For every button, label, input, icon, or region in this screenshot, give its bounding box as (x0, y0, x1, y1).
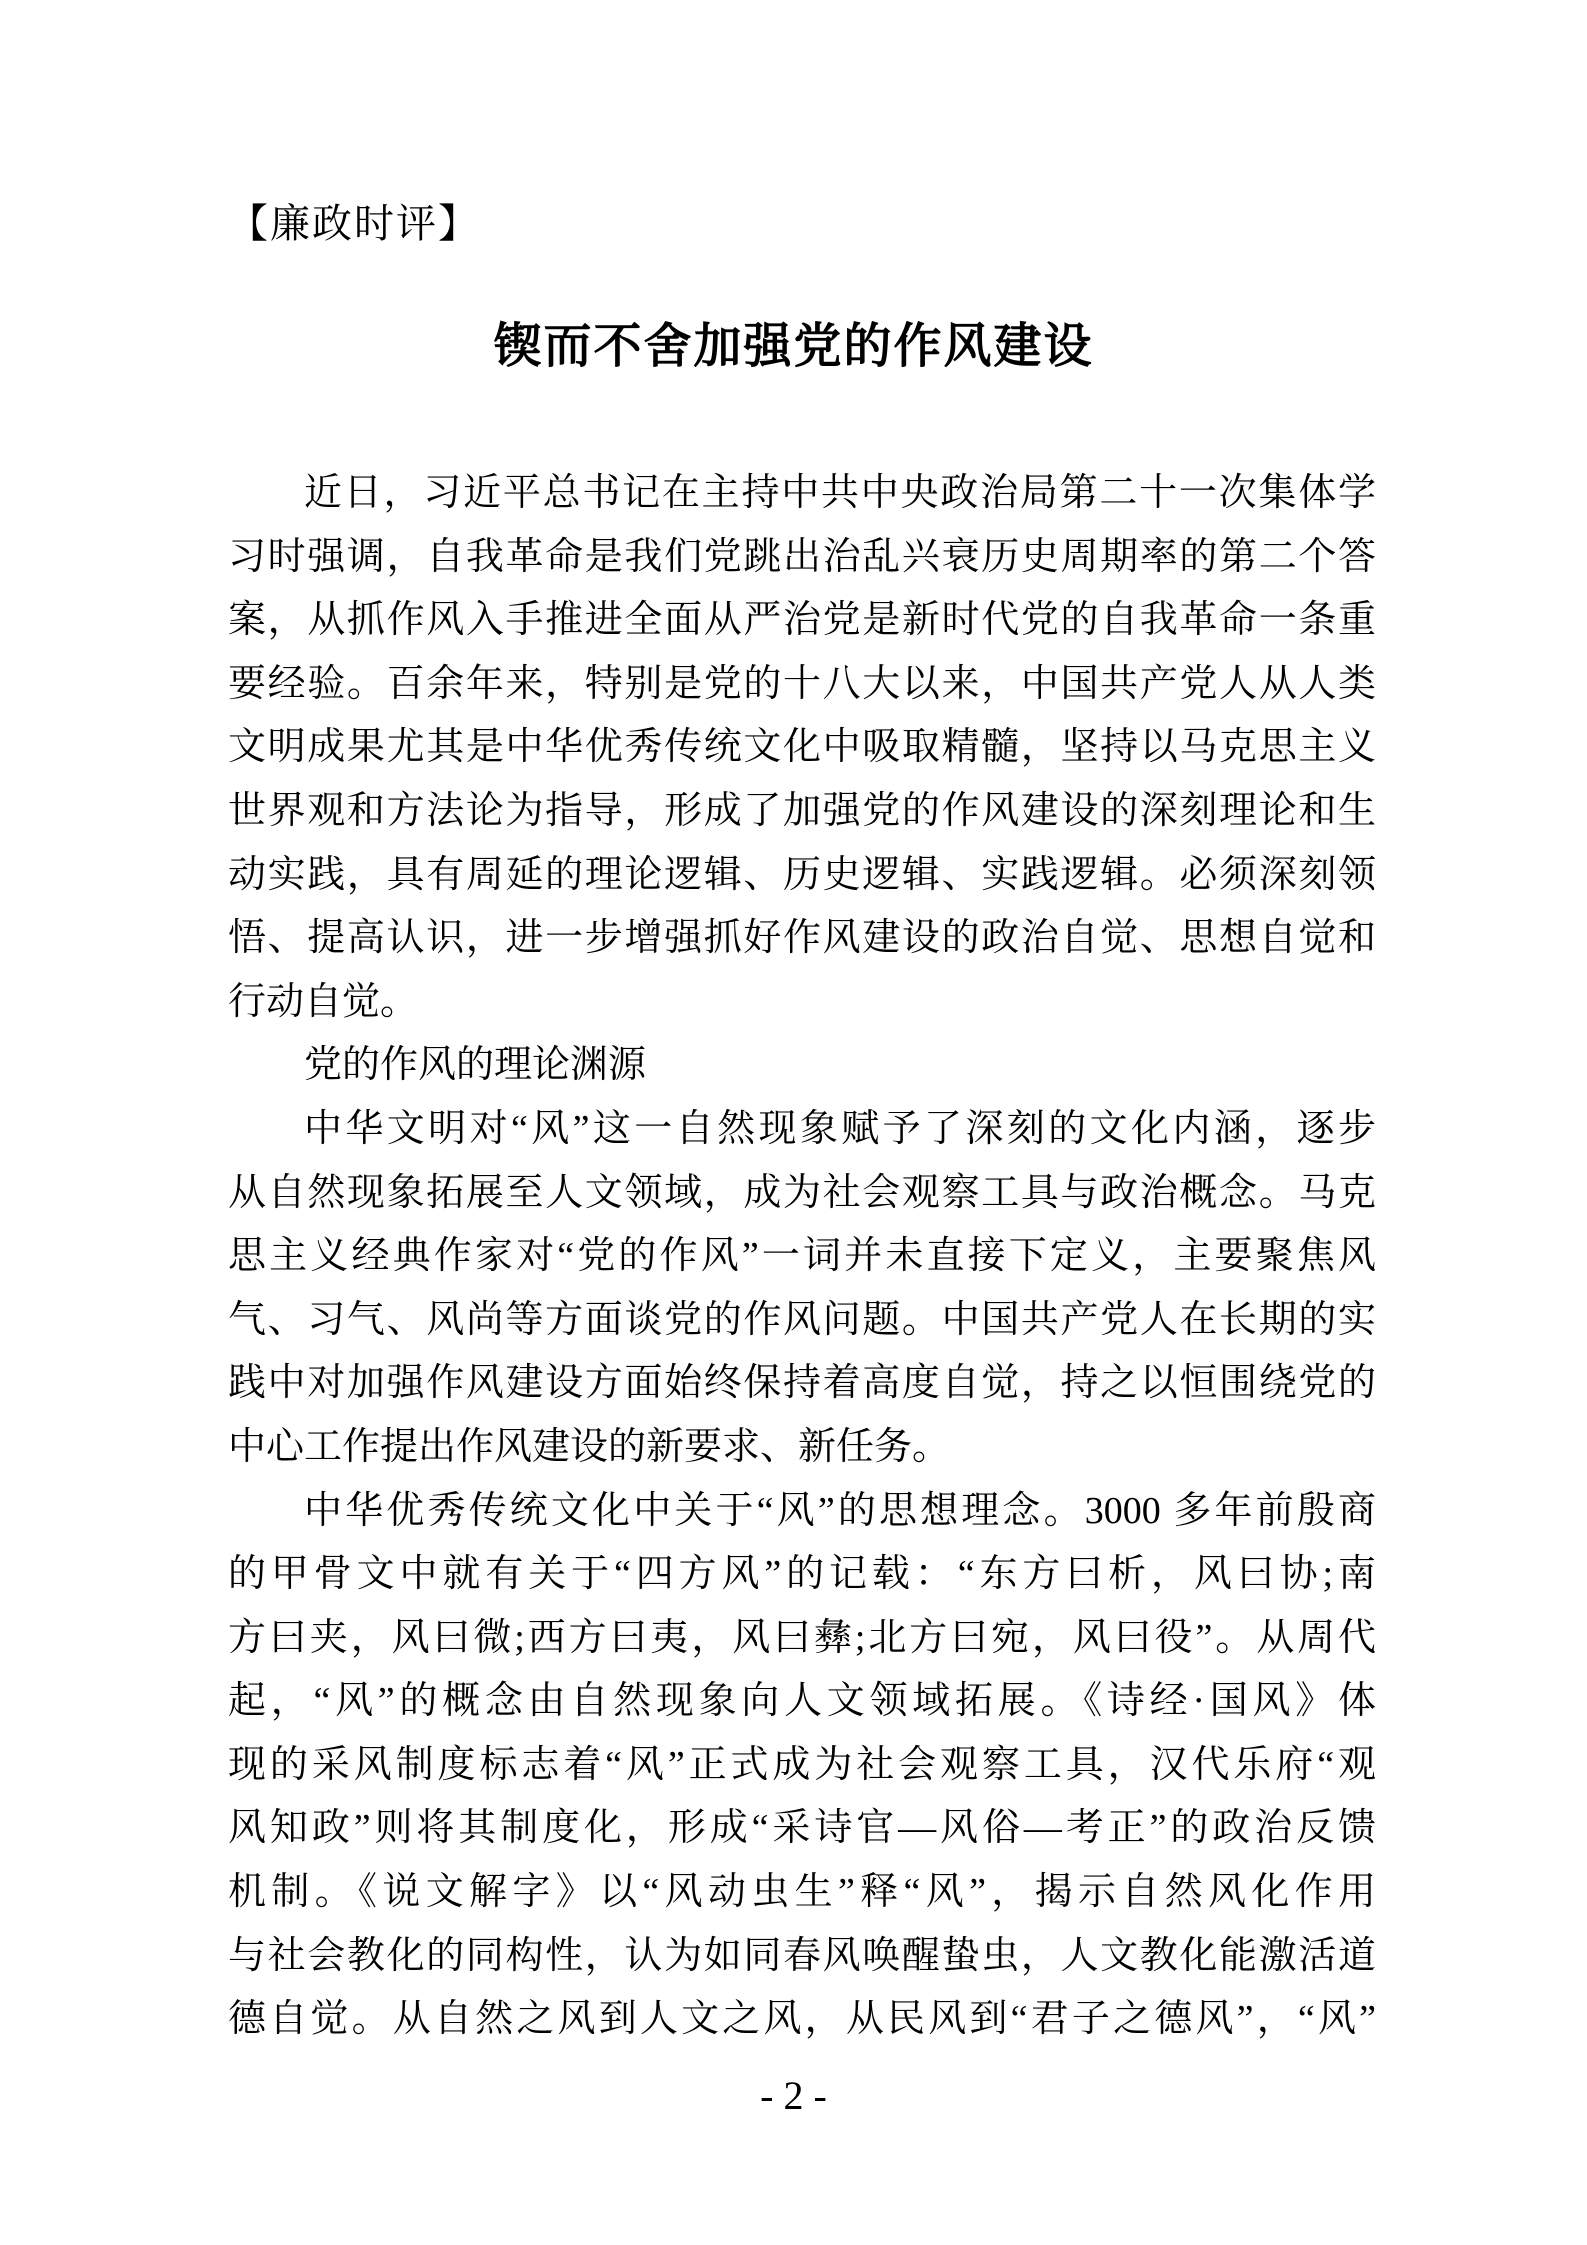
body-line: 风知政”则将其制度化，形成“采诗官—风俗—考正”的政治反馈 (228, 1807, 1376, 1850)
body-line: 践中对加强作风建设方面始终保持着高度自觉，持之以恒围绕党的 (228, 1362, 1376, 1405)
body-line: 中华文明对“风”这一自然现象赋予了深刻的文化内涵，逐步 (304, 1107, 1376, 1150)
body-line: 文明成果尤其是中华优秀传统文化中吸取精髓，坚持以马克思主义 (228, 726, 1376, 769)
body-line: 起，“风”的概念由自然现象向人文领域拓展。《诗经·国风》体 (228, 1680, 1376, 1723)
body-text (228, 462, 1376, 2052)
page-number: - 2 - (760, 2073, 827, 2118)
body-line: 方曰夹，风曰微;西方曰夷，风曰彝;北方曰宛，风曰役”。从周代 (228, 1616, 1376, 1659)
body-line: 从自然现象拓展至人文领域，成为社会观察工具与政治概念。马克 (228, 1171, 1376, 1214)
page-title: 锲而不舍加强党的作风建设 (493, 320, 1094, 373)
body-line: 世界观和方法论为指导，形成了加强党的作风建设的深刻理论和生 (228, 789, 1376, 832)
body-line: 中华优秀传统文化中关于“风”的思想理念。3000 多年前殷商 (304, 1489, 1376, 1532)
body-line: 思主义经典作家对“党的作风”一词并未直接下定义，主要聚焦风 (228, 1235, 1376, 1278)
subheading-line: 党的作风的理论渊源 (304, 1044, 647, 1087)
body-line: 中心工作提出作风建设的新要求、新任务。 (228, 1425, 951, 1468)
body-line: 行动自觉。 (228, 980, 419, 1023)
body-line: 的甲骨文中就有关于“四方风”的记载：“东方曰析，风曰协;南 (228, 1553, 1376, 1596)
body-line: 机制。《说文解字》以“风动虫生”释“风”，揭示自然风化作用 (228, 1871, 1376, 1914)
body-line: 现的采风制度标志着“风”正式成为社会观察工具，汉代乐府“观 (228, 1743, 1376, 1786)
body-line: 习时强调，自我革命是我们党跳出治乱兴衰历史周期率的第二个答 (228, 535, 1376, 578)
body-line: 案，从抓作风入手推进全面从严治党是新时代党的自我革命一条重 (228, 599, 1376, 642)
body-line: 德自觉。从自然之风到人文之风，从民风到“君子之德风”，“风” (228, 1998, 1376, 2041)
body-line: 近日，习近平总书记在主持中共中央政治局第二十一次集体学 (304, 472, 1376, 514)
body-line: 与社会教化的同构性，认为如同春风唤醒蛰虫，人文教化能激活道 (228, 1934, 1376, 1977)
body-line: 悟、提高认识，进一步增强抓好作风建设的政治自觉、思想自觉和 (228, 917, 1376, 960)
section-kicker: 【廉政时评】 (228, 201, 480, 246)
body-line: 动实践，具有周延的理论逻辑、历史逻辑、实践逻辑。必须深刻领 (228, 853, 1376, 896)
body-line: 要经验。百余年来，特别是党的十八大以来，中国共产党人从人类 (228, 662, 1376, 705)
body-line: 气、习气、风尚等方面谈党的作风问题。中国共产党人在长期的实 (228, 1298, 1376, 1341)
